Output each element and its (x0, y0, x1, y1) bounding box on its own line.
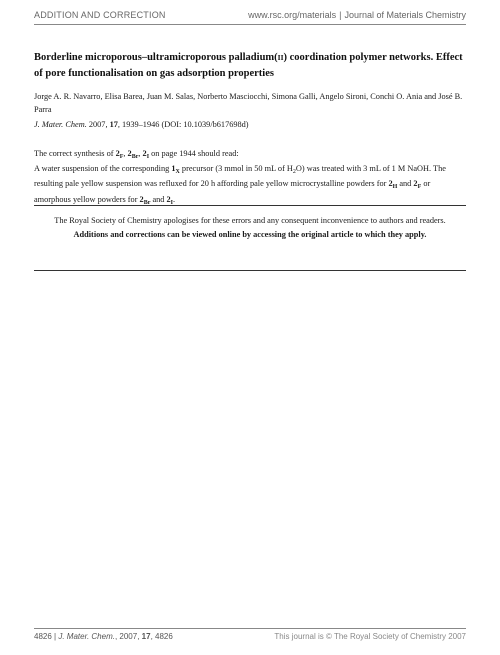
article-citation (34, 120, 464, 129)
citation-pages: , 1939–1946 (DOI: 10.1039/b617698d) (117, 120, 249, 129)
author-list: Jorge A. R. Navarro, Elisa Barea, Juan M. Salas, Norberto Masciocchi, Simona Galli, Angelo Sironi, Conchi O. Ania and José B. Parra (34, 92, 463, 114)
citation-volume: 17 (109, 120, 118, 129)
correction-intro: The correct synthesis of $2_F$, $2_{Br}$, $2_I$ on page 1944 should read: (34, 149, 239, 160)
page-header (34, 10, 466, 25)
footer-pages: , 4826 (150, 632, 173, 641)
article-title: Borderline microporous–ultramicroporous palladium(II) coordination polymer networks. Effect of pore functionalisation on gas adsorption properties (34, 52, 463, 79)
header-separator: | (339, 10, 342, 20)
correction-text: A water suspension of the corresponding $1_X$ precursor (3 mmol in 50 mL of $H_2O$) was treated with 3 mL of 1 M NaOH. The resulting pale yellow suspension was refluxed for 20 h affording pale yellow microcrystalline powders for $2_H$ and $2_F$ or amorphous yellow powders for $2_{Br}$ and $2_I$. (34, 164, 446, 206)
online-note: Additions and corrections can be viewed online by accessing the original article to which they apply. (73, 230, 427, 239)
journal-name: Journal of Materials Chemistry (344, 10, 466, 20)
page-footer (34, 628, 466, 643)
apology-text: The Royal Society of Chemistry apologises for these errors and any consequent inconvenience to authors and readers. (54, 216, 446, 225)
correction-body (34, 148, 464, 209)
citation-year: 2007, (88, 120, 108, 129)
footer-journal: J. Mater. Chem. (58, 632, 115, 641)
journal-info (248, 10, 466, 20)
footer-separator: | (54, 632, 57, 641)
journal-url[interactable]: www.rsc.org/materials (248, 10, 337, 20)
copyright: This journal is © The Royal Society of Chemistry 2007 (274, 632, 466, 641)
footer-volume: 17 (141, 632, 151, 641)
page-number: 4826 (34, 632, 52, 641)
footer-year: , 2007, (114, 632, 140, 641)
section-label: ADDITION AND CORRECTION (34, 10, 166, 20)
rsc-notice-box (34, 205, 466, 271)
citation-journal: J. Mater. Chem. (34, 120, 87, 129)
footer-citation (34, 632, 173, 641)
